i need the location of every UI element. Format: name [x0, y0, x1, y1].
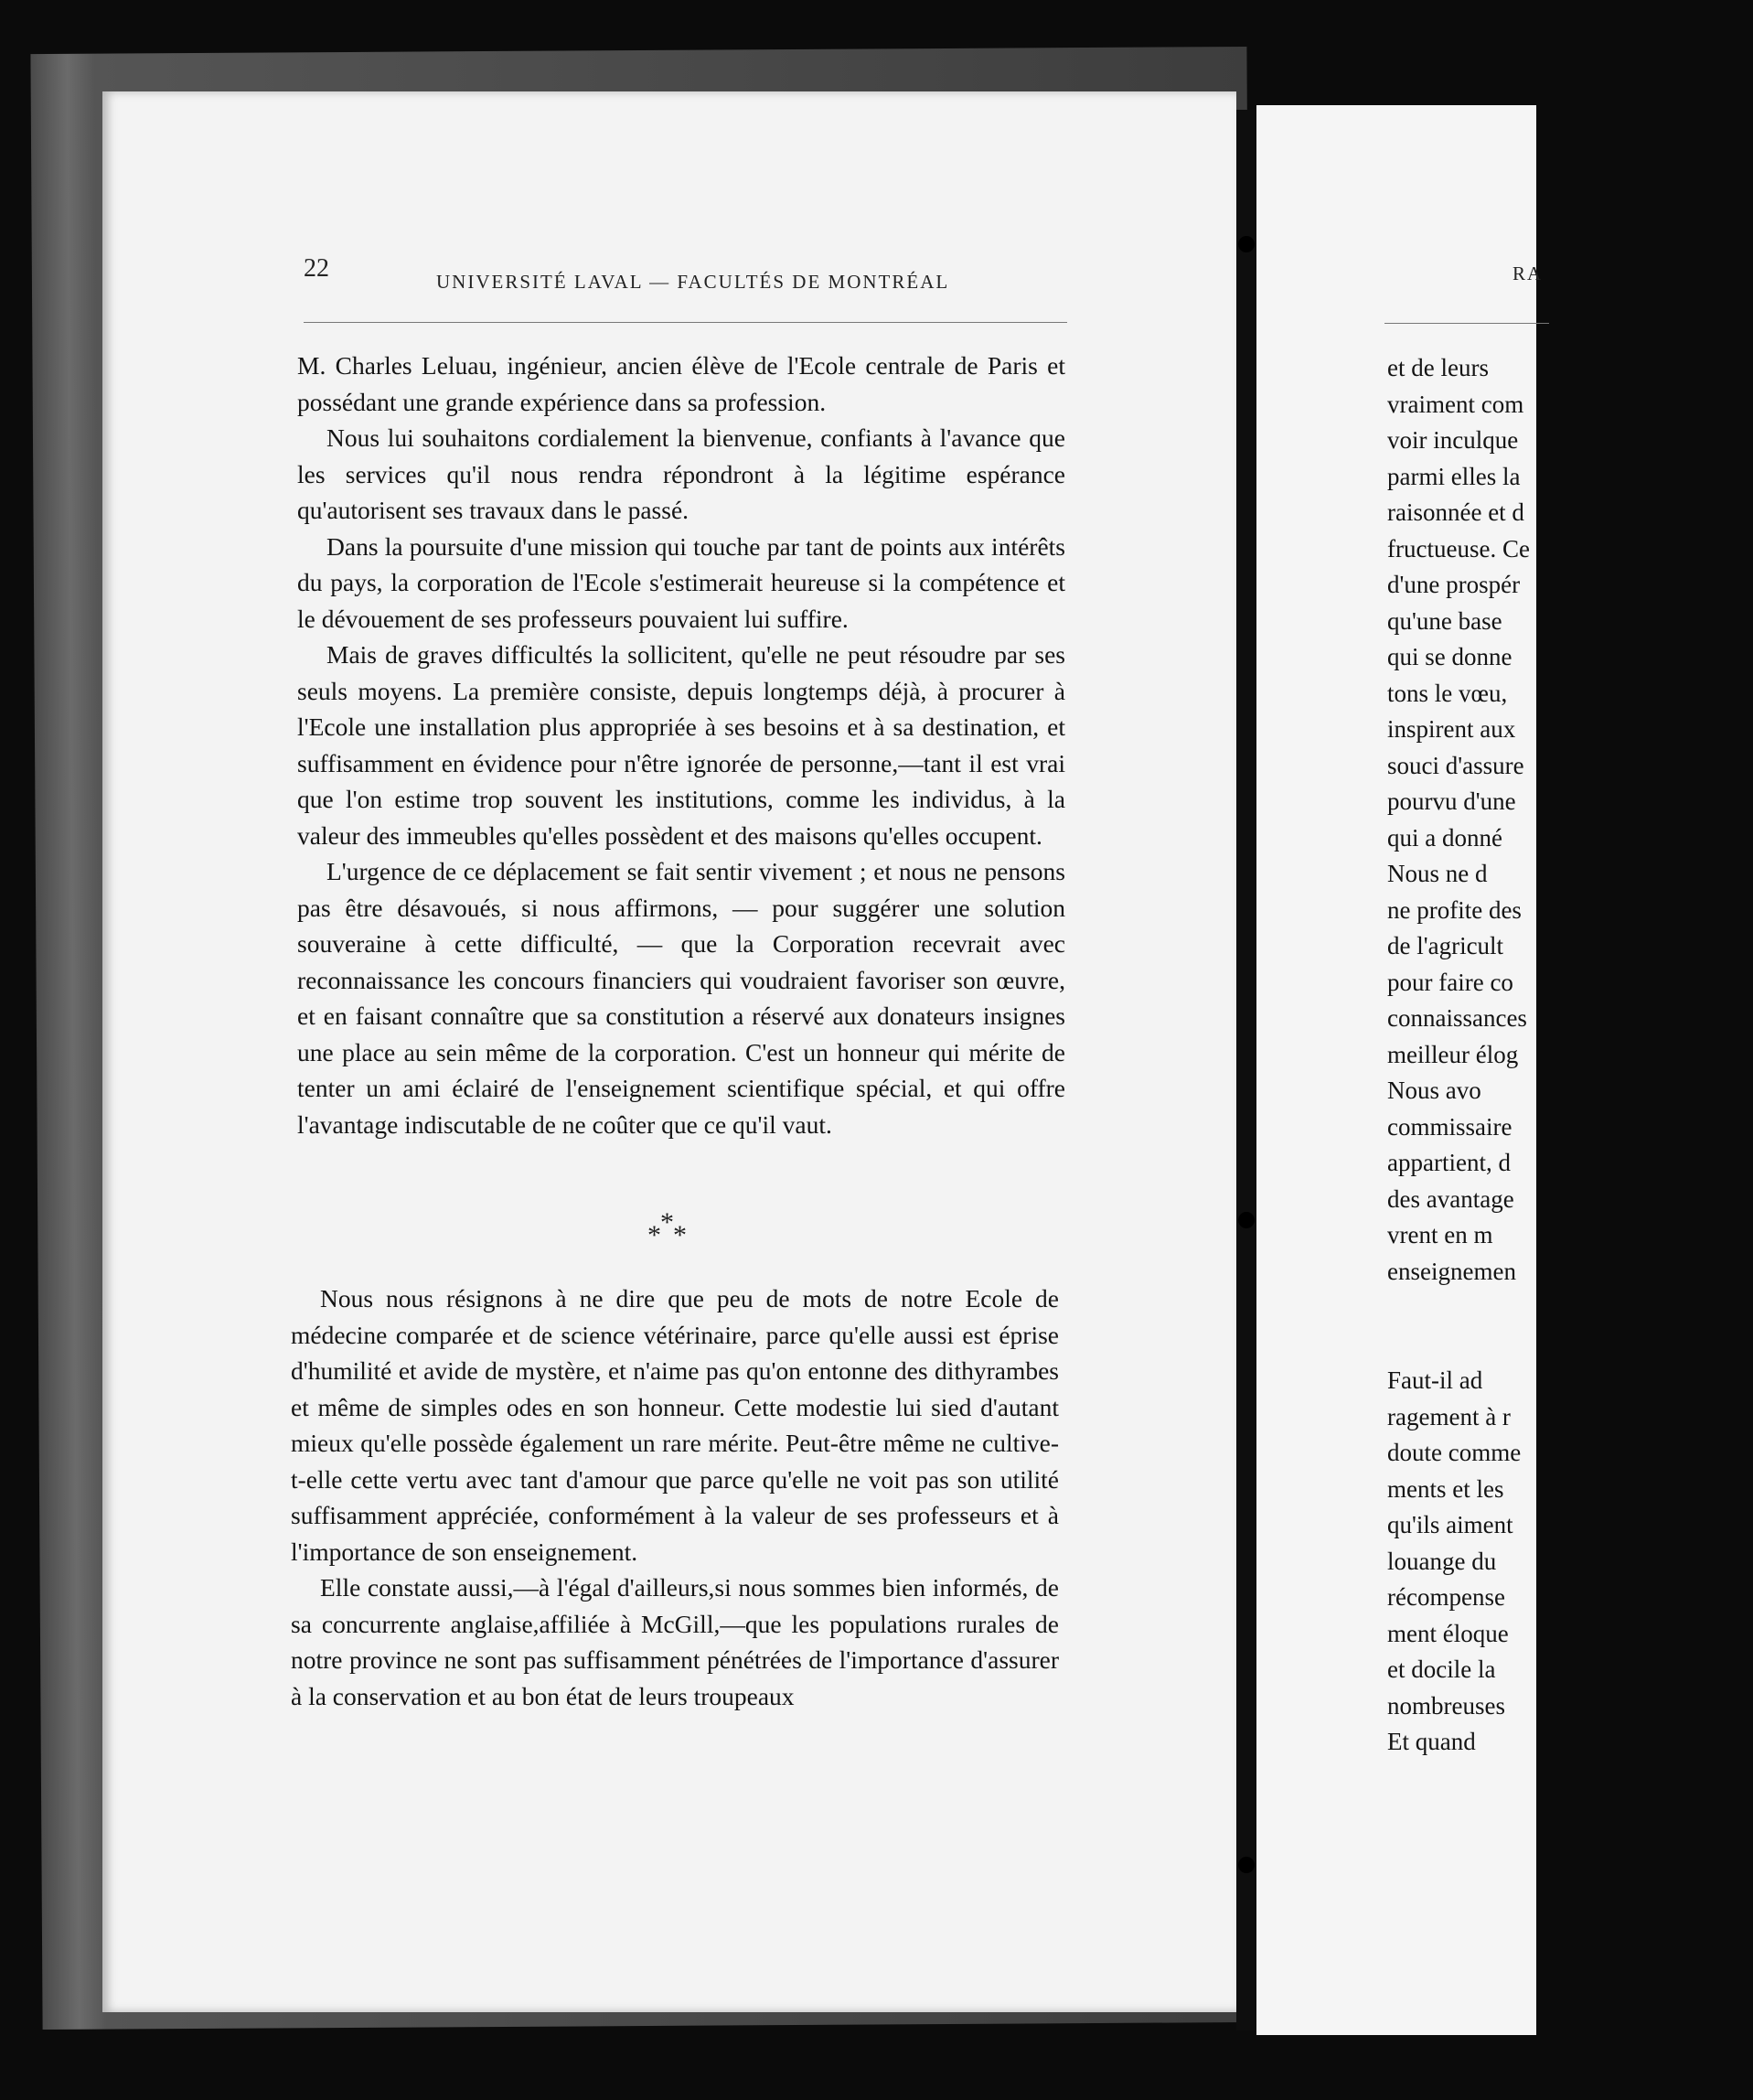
- right-text-line: qu'ils aiment: [1387, 1511, 1513, 1538]
- right-text-line: ne profite des: [1387, 895, 1522, 924]
- binding-hole-mark: [1238, 236, 1255, 252]
- page-number: 22: [304, 254, 329, 283]
- right-text-line: Nous ne d: [1387, 860, 1488, 887]
- right-text-top: [1387, 350, 1753, 1290]
- running-title: UNIVERSITÉ LAVAL — FACULTÉS DE MONTRÉAL: [436, 271, 950, 293]
- right-text-line: Nous avo: [1387, 1077, 1481, 1104]
- paragraph: L'urgence de ce déplacement se fait sentir vivement ; et nous ne pensons pas être désavoués, si nous affirmons, — pour suggérer une solution souveraine à cette difficulté, — que la Corporation recevrait avec reconnaissance les concours financiers qui voudraient favoriser son œuvre, et en faisant connaître que sa constitution a réservé aux donateurs insignes une place au sein même de la corporation. C'est un honneur qui mérite de tenter un ami éclairé de l'enseignement scientifique spécial, et qui offre l'avantage indiscutable de ne coûter que ce qu'il vaut.: [297, 857, 1065, 1139]
- right-text-line: Faut-il ad: [1387, 1366, 1483, 1394]
- right-running-head: RA: [1512, 262, 1544, 284]
- right-text-line: ment éloque: [1387, 1619, 1509, 1647]
- right-text-line: commissaire: [1387, 1112, 1512, 1141]
- right-text-line: pour faire co: [1387, 968, 1513, 996]
- right-text-line: qu'une base: [1387, 606, 1502, 635]
- binding-hole-mark: [1238, 1212, 1255, 1228]
- right-text-line: pourvu d'une: [1387, 788, 1516, 815]
- right-text-line: appartient, d: [1387, 1149, 1511, 1176]
- right-text-line: vrent en m: [1387, 1221, 1493, 1248]
- right-text-line: et de leurs: [1387, 354, 1489, 381]
- right-text-line: ments et les: [1387, 1474, 1504, 1503]
- asterism-star: *: [647, 1220, 661, 1250]
- right-text-line: nombreuses: [1387, 1691, 1505, 1720]
- right-text-line: voir inculque: [1387, 426, 1519, 454]
- right-header-rule: [1384, 323, 1549, 324]
- asterism-separator: [640, 1207, 695, 1253]
- right-text-line: qui se donne: [1387, 643, 1512, 670]
- right-text-line: meilleur élog: [1387, 1040, 1519, 1068]
- right-text-line: connaissances: [1387, 1004, 1527, 1032]
- paragraph: Elle constate aussi,—à l'égal d'ailleurs,si nous sommes bien informés, de sa concurrente anglaise,affiliée à McGill,—que les populations rurales de notre province ne sont pas suffisamment pénétrées de l'importance d'assurer à la conservation et au bon état de leurs troupeaux: [291, 1573, 1059, 1710]
- right-text-line: tons le vœu,: [1387, 679, 1508, 707]
- right-text-line: souci d'assure: [1387, 751, 1524, 779]
- right-text-line: enseignemen: [1387, 1257, 1516, 1285]
- paragraph: Dans la poursuite d'une mission qui touche par tant de points aux intérêts du pays, la corporation de l'Ecole s'estimerait heureuse si la compétence et le dévouement de ses professeurs pouvaient lui suffire.: [297, 531, 1065, 633]
- body-text-section-2: [291, 1280, 1059, 1714]
- right-text-line: inspirent aux: [1387, 715, 1516, 743]
- right-text-line: de l'agricult: [1387, 932, 1504, 959]
- right-text-line: louange du: [1387, 1547, 1497, 1575]
- right-text-line: parmi elles la: [1387, 462, 1521, 490]
- book-gutter: [1236, 110, 1256, 2030]
- right-text-line: raisonnée et d: [1387, 498, 1524, 526]
- paragraph: Nous nous résignons à ne dire que peu de mots de notre Ecole de médecine comparée et de science vétérinaire, parce qu'elle aussi est éprise d'humilité et avide de mystère, et n'aime pas qu'on entonne des dithyrambes et même de simples odes en son honneur. Cette modestie lui sied d'autant mieux qu'elle possède également un rare mérite. Peut-être même ne cultive-t-elle cette vertu avec tant d'amour que parce qu'elle ne voit pas son utilité suffisamment appréciée, conformément à la valeur de ses professeurs et à l'importance de son enseignement.: [291, 1284, 1059, 1566]
- right-page: [1256, 105, 1544, 2035]
- right-text-line: ragement à r: [1387, 1402, 1511, 1430]
- right-text-line: doute comme: [1387, 1439, 1522, 1466]
- body-text-section-1: [297, 348, 1065, 1142]
- right-text-line: vraiment com: [1387, 390, 1524, 418]
- right-text-line: récompense: [1387, 1583, 1505, 1611]
- header-rule: [304, 322, 1067, 323]
- right-text-line: et docile la: [1387, 1655, 1496, 1683]
- right-text-bottom: [1387, 1363, 1753, 1761]
- right-text-line: Et quand: [1387, 1728, 1476, 1755]
- right-text-line: d'une prospér: [1387, 571, 1521, 598]
- right-text-line: qui a donné: [1387, 823, 1502, 852]
- asterism-star: *: [660, 1207, 674, 1238]
- asterism-star: *: [673, 1220, 687, 1250]
- paragraph: Nous lui souhaitons cordialement la bienvenue, confiants à l'avance que les services qu'il nous rendra répondront à la légitime espérance qu'autorisent ses travaux dans le passé.: [297, 423, 1065, 524]
- binding-hole-mark: [1238, 1857, 1255, 1873]
- right-text-line: fructueuse. Ce: [1387, 534, 1530, 562]
- paragraph: Mais de graves difficultés la sollicitent, qu'elle ne peut résoudre par ses seuls moyens. La première consiste, depuis longtemps déjà, à procurer à l'Ecole une installation plus appropriée à ses besoins et à sa destination, et suffisamment en évidence pour n'être ignorée de personne,—tant il est vrai que l'on estime trop souvent les institutions, comme les individus, à la valeur des immeubles qu'elles possèdent et des maisons qu'elles occupent.: [297, 640, 1065, 850]
- right-text-line: des avantage: [1387, 1184, 1514, 1213]
- paragraph: M. Charles Leluau, ingénieur, ancien élève de l'Ecole centrale de Paris et possédant une grande expérience dans sa profession.: [297, 351, 1065, 416]
